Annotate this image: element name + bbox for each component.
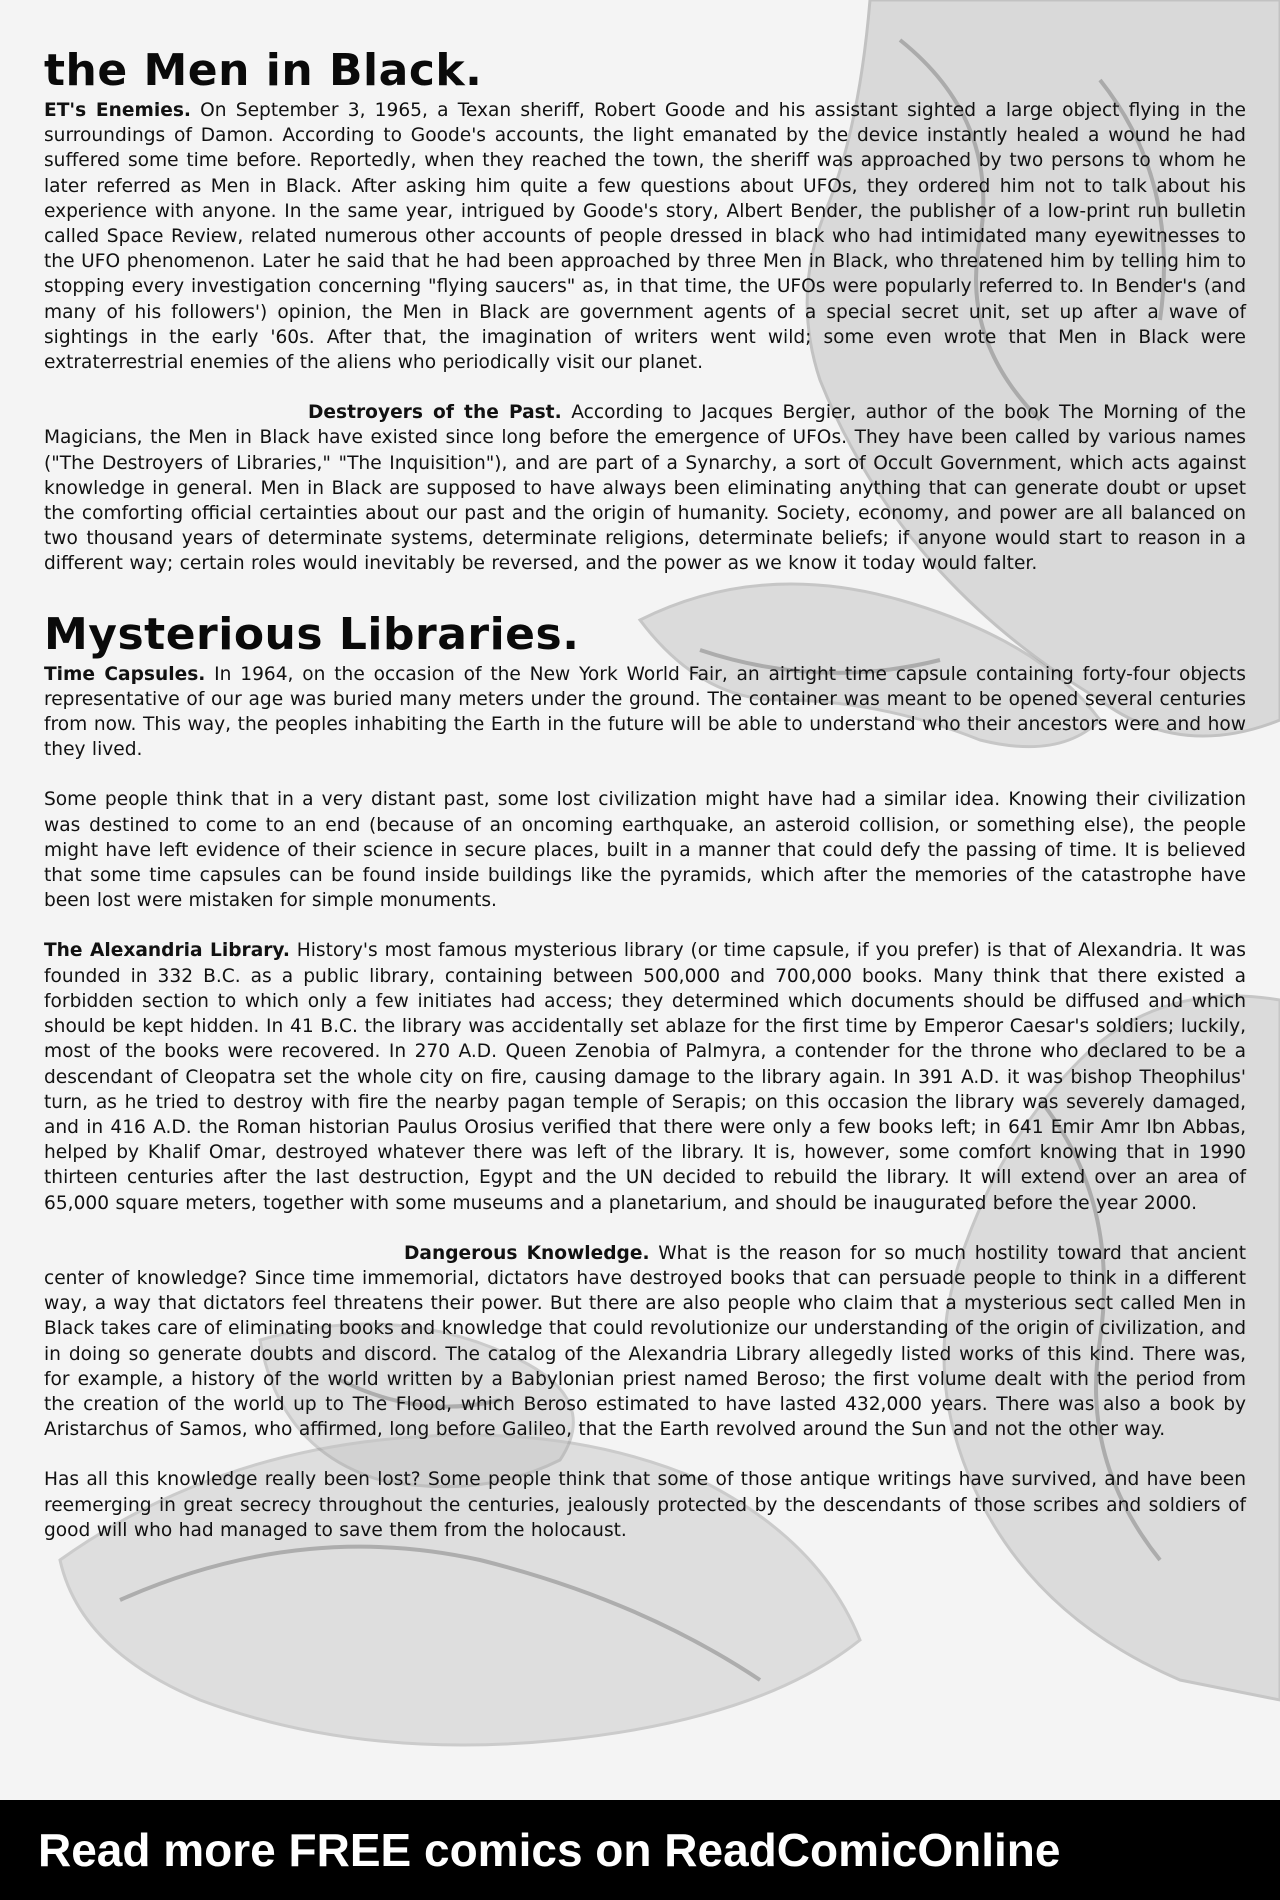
footer-text: Read more FREE comics on ReadComicOnline xyxy=(38,1824,1061,1876)
paragraph-dangerous-knowledge xyxy=(44,1241,1246,1443)
paragraph-text: Some people think that in a very distant past, some lost civilization might have had a similar idea. Knowing their civilization was destined to come to an end (because of an oncoming earthquake, an asteroid collision, or something else), the people might have left evidence of their science in secure places, built in a manner that could defy the passing of time. It is believed that some time capsules can be found inside buildings like the pyramids, which after the memories of the catastrophe have been lost were mistaken for simple monuments. xyxy=(44,789,1246,912)
paragraph-text: In 1964, on the occasion of the New York World Fair, an airtight time capsule containing forty-four objects representative of our age was buried many meters under the ground. The container was meant to be opened several centuries from now. This way, the peoples inhabiting the Earth in the future will be able to understand who their ancestors were and how they lived. xyxy=(44,663,1246,761)
paragraph-lead: ET's Enemies. xyxy=(44,100,191,121)
paragraph-time-capsules xyxy=(44,662,1246,763)
paragraph-ets-enemies xyxy=(44,98,1246,375)
paragraph-lead: Destroyers of the Past. xyxy=(308,402,562,424)
paragraph-text: What is the reason for so much hostility toward that ancient center of knowledge? Since time immemorial, dictators have destroyed books that can persuade people to think in a different way, a way that dictators feel threatens their power. But there are also people who claim that a mysterious sect called Men in Black takes care of eliminating books and knowledge that could revolutionize our understanding of the origin of civilization, and in doing so generate doubts and discord. The catalog of the Alexandria Library allegedly listed works of this kind. There was, for example, a history of the world written by a Babylonian priest named Beroso; the first volume dealt with the period from the creation of the world up to The Flood, which Beroso estimated to have lasted 432,000 years. There was also a book by Aristarchus of Samos, who affirmed, long before Galileo, that the Earth revolved around the Sun and not the other way. xyxy=(44,1242,1246,1441)
paragraph-lead: Time Capsules. xyxy=(44,663,206,685)
section-title: Mysterious Libraries. xyxy=(44,608,580,660)
section-title: the Men in Black. xyxy=(44,45,483,96)
paragraph-destroyers-of-the-past xyxy=(44,400,1246,576)
article xyxy=(44,38,1246,1543)
paragraph-text: Has all this knowledge really been lost? Some people think that some of those antique writings have survived, and have been reemerging in great secrecy throughout the centuries, jealously protected by the descendants of those scribes and soldiers of good will who had managed to save them from the holocaust. xyxy=(44,1469,1246,1541)
paragraph-lead: The Alexandria Library. xyxy=(44,940,290,962)
paragraph-text: On September 3, 1965, a Texan sheriff, Robert Goode and his assistant sighted a large object flying in the surroundings of Damon. According to Goode's accounts, the light emanated by the device instantly healed a wound he had suffered some time before. Reportedly, when they reached the town, the sheriff was approached by two persons to whom he later referred as Men in Black. After asking him quite a few questions about UFOs, they ordered him not to talk about his experience with anyone. In the same year, intrigued by Goode's story, Albert Bender, the publisher of a low-print run bulletin called Space Review, related numerous other accounts of people dressed in black who had intimidated many eyewitnesses to the UFO phenomenon. Later he said that he had been approached by three Men in Black, who threatened him by telling him to stopping every investigation concerning "flying saucers" as, in that time, the UFOs were popularly referred to. In Bender's (and many of his followers') opinion, the Men in Black are government agents of a special secret unit, set up after a wave of sightings in the early '60s. After that, the imagination of writers went wild; some even wrote that Men in Black were extraterrestrial enemies of the aliens who periodically visit our planet. xyxy=(44,100,1246,374)
paragraph-text: According to Jacques Bergier, author of the book The Morning of the Magicians, the Men in Black have existed since long before the emergence of UFOs. They have been called by various names ("The Destroyers of Libraries," "The Inquisition"), and are part of a Synarchy, a sort of Occult Government, which acts against knowledge in general. Men in Black are supposed to have always been eliminating anything that can generate doubt or upset the comforting official certainties about our past and the origin of humanity. Society, economy, and power are all balanced on two thousand years of determinate systems, determinate religions, determinate beliefs; if anyone would start to reason in a different way; certain roles would inevitably be reversed, and the power as we know it today would falter. xyxy=(44,402,1246,575)
paragraph-lost-civilization xyxy=(44,787,1246,913)
footer-banner xyxy=(0,1800,1280,1900)
paragraph-knowledge-lost xyxy=(44,1467,1246,1543)
paragraph-lead: Dangerous Knowledge. xyxy=(404,1242,650,1264)
paragraph-alexandria-library xyxy=(44,938,1246,1215)
paragraph-text: History's most famous mysterious library (or time capsule, if you prefer) is that of Alexandria. It was founded in 332 B.C. as a public library, containing between 500,000 and 700,000 books. Many think that there existed a forbidden section to which only a few initiates had access; they determined which documents should be diffused and which should be kept hidden. In 41 B.C. the library was accidentally set ablaze for the first time by Emperor Caesar's soldiers; luckily, most of the books were recovered. In 270 A.D. Queen Zenobia of Palmyra, a contender for the throne who declared to be a descendant of Cleopatra set the whole city on fire, causing damage to the library again. In 391 A.D. it was bishop Theophilus' turn, as he tried to destroy with fire the nearby pagan temple of Serapis; on this occasion the library was severely damaged, and in 416 A.D. the Roman historian Paulus Orosius verified that there were only a few books left; in 641 Emir Amr Ibn Abbas, helped by Khalif Omar, destroyed whatever there was left of the library. It is, however, some comfort knowing that in 1990 thirteen centuries after the last destruction, Egypt and the UN decided to rebuild the library. It will extend over an area of 65,000 square meters, together with some museums and a planetarium, and should be inaugurated before the year 2000. xyxy=(44,940,1246,1214)
